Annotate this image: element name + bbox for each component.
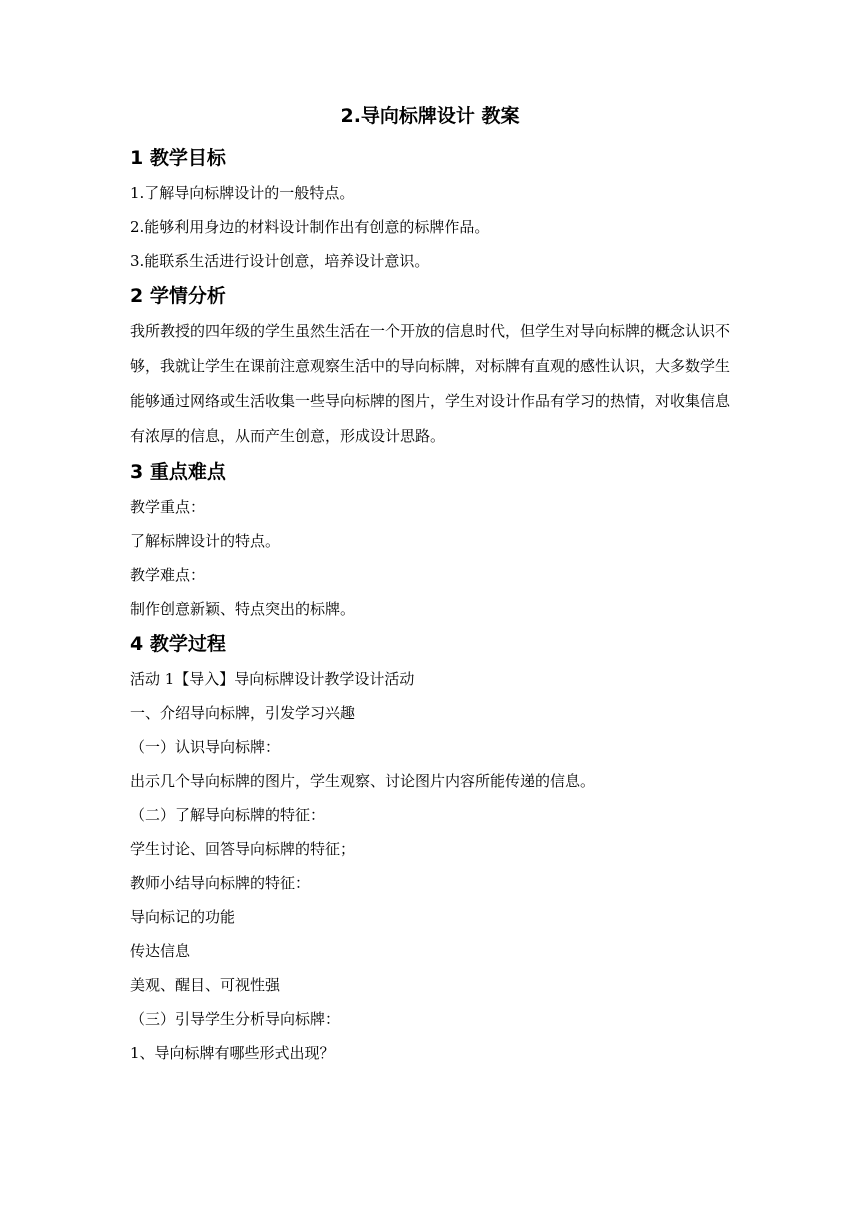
process-line: 导向标记的功能 (130, 908, 236, 926)
process-line: （一）认识导向标牌： (130, 738, 281, 756)
process-line: 1、导向标牌有哪些形式出现？ (130, 1044, 335, 1062)
goal-item: 2.能够利用身边的材料设计制作出有创意的标牌作品。 (130, 218, 490, 236)
process-line: （三）引导学生分析导向标牌： (130, 1010, 341, 1028)
key-point-line: 了解标牌设计的特点。 (130, 532, 281, 550)
process-line: 出示几个导向标牌的图片，学生观察、讨论图片内容所能传递的信息。 (130, 772, 596, 790)
key-point-line: 教学重点： (130, 498, 206, 516)
process-line: 传达信息 (130, 942, 191, 960)
section-heading-analysis: 2 学情分析 (130, 285, 226, 307)
section-heading-process: 4 教学过程 (130, 633, 226, 655)
process-line: 教师小结导向标牌的特征： (130, 874, 311, 892)
process-line: 美观、醒目、可视性强 (130, 976, 281, 994)
process-line: 学生讨论、回答导向标牌的特征； (130, 840, 356, 858)
goal-item: 1.了解导向标牌设计的一般特点。 (130, 184, 355, 202)
process-line: （二）了解导向标牌的特征： (130, 806, 326, 824)
document-title: 2.导向标牌设计 教案 (340, 105, 520, 127)
goal-item: 3.能联系生活进行设计创意，培养设计意识。 (130, 252, 430, 270)
process-line: 活动 1【导入】导向标牌设计教学设计活动 (130, 670, 415, 688)
process-line: 一、介绍导向标牌，引发学习兴趣 (130, 704, 356, 722)
document-body (130, 144, 730, 1070)
analysis-paragraph: 我所教授的四年级的学生虽然生活在一个开放的信息时代，但学生对导向标牌的概念认识不够，我就让学生在课前注意观察生活中的导向标牌，对标牌有直观的感性认识，大多数学生能够通过网络或生活收集一些导向标牌的图片，学生对设计作品有学习的热情，对收集信息有浓厚的信息，从而产生创意，形成设计思路。 (130, 322, 731, 445)
section-heading-goals: 1 教学目标 (130, 147, 226, 169)
section-heading-key-points: 3 重点难点 (130, 461, 226, 483)
key-point-line: 教学难点： (130, 566, 206, 584)
key-point-line: 制作创意新颖、特点突出的标牌。 (130, 600, 356, 618)
